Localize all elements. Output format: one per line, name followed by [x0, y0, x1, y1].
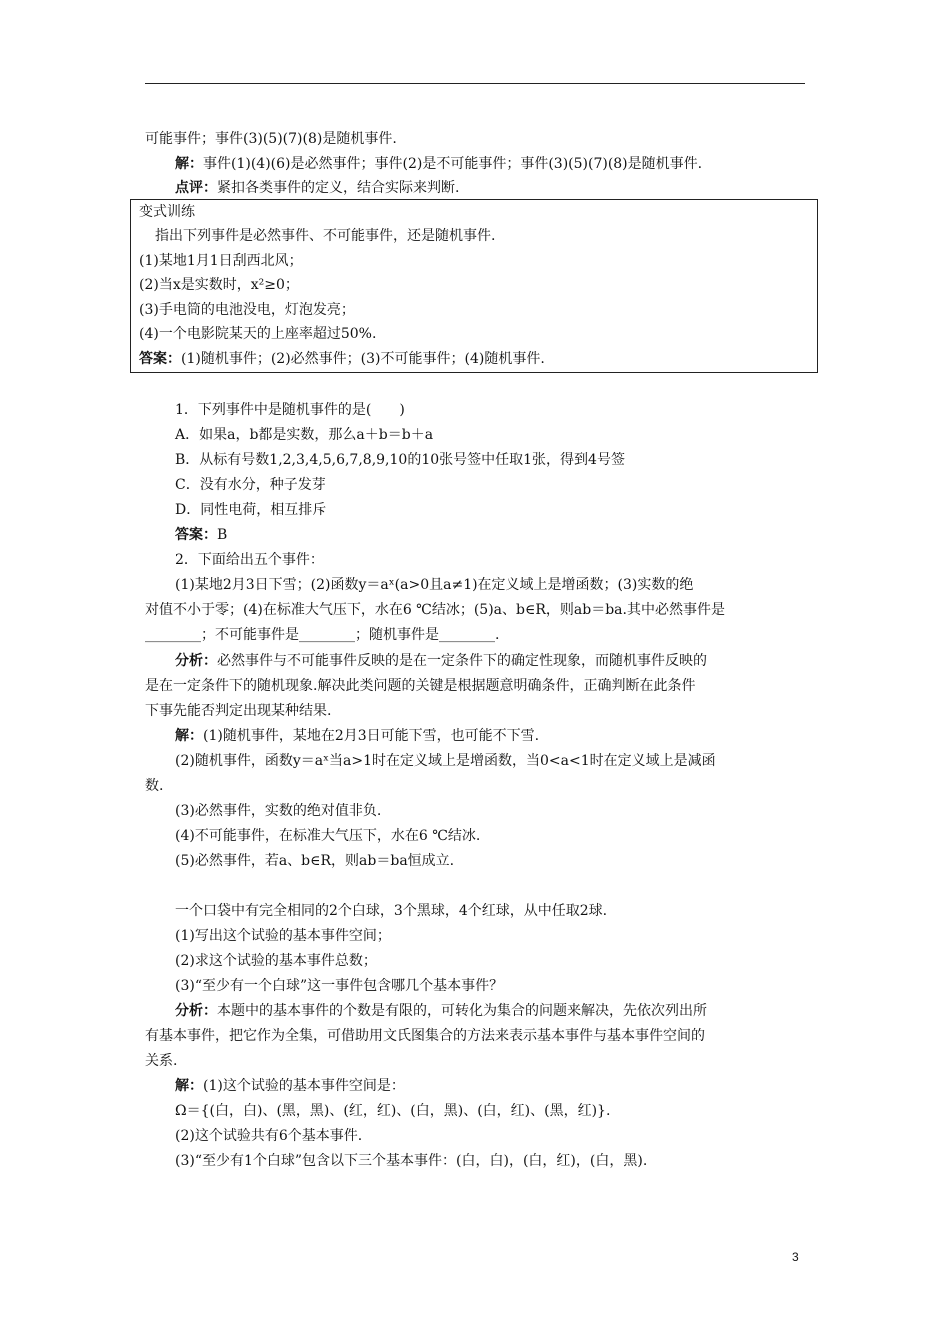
answer-label: 答案： — [175, 527, 217, 543]
q2-body-line: (1)某地2月3日下雪；(2)函数y＝aˣ(a>0且a≠1)在定义域上是增函数；(3)实数的绝 — [175, 577, 694, 593]
box-prompt: 指出下列事件是必然事件、不可能事件，还是随机事件. — [155, 228, 496, 244]
q1-option-a: A．如果a，b都是实数，那么a＋b＝b＋a — [175, 427, 434, 443]
header-rule — [145, 83, 805, 84]
q3-solution-line: (2)这个试验共有6个基本事件. — [175, 1128, 363, 1144]
q2-analysis — [175, 650, 707, 672]
q2-solution — [175, 725, 539, 747]
answer-label: 答案： — [139, 351, 181, 367]
q2-body-line: 对值不小于零；(4)在标准大气压下，水在6 ℃结冰；(5)a、b∈R，则ab＝ba.其中必然事件是 — [145, 602, 725, 618]
q2-stem: 2．下面给出五个事件： — [175, 552, 324, 568]
q3-analysis-line: 有基本事件，把它作为全集，可借助用文氏图集合的方法来表示基本事件与基本事件空间的 — [145, 1028, 705, 1044]
answer-text: (1)随机事件；(2)必然事件；(3)不可能事件；(4)随机事件. — [181, 351, 545, 367]
q3-analysis — [175, 1000, 707, 1022]
q2-body-line: ________；不可能事件是________；随机事件是________. — [145, 627, 500, 643]
comment-text: 紧扣各类事件的定义，结合实际来判断. — [217, 180, 460, 196]
analysis-text: 必然事件与不可能事件反映的是在一定条件下的确定性现象，而随机事件反映的 — [217, 653, 707, 669]
solution-label: 解： — [175, 1078, 203, 1094]
q2-solution-line: (2)随机事件，函数y＝aˣ当a>1时在定义域上是增函数，当0<a<1时在定义域上是减函 — [175, 753, 716, 769]
analysis-text: 本题中的基本事件的个数是有限的，可转化为集合的问题来解决，先依次列出所 — [217, 1003, 707, 1019]
box-item: (1)某地1月1日刮西北风； — [139, 253, 303, 269]
box-item: (2)当x是实数时，x²≥0； — [139, 277, 299, 293]
solution-label: 解： — [175, 156, 203, 172]
q2-solution-line: 数. — [145, 778, 164, 794]
box-answer — [139, 348, 545, 370]
box-title: 变式训练 — [139, 204, 195, 220]
q2-solution-line: (5)必然事件，若a、b∈R，则ab＝ba恒成立. — [175, 853, 455, 869]
q2-analysis-line: 下事先能否判定出现某种结果. — [145, 703, 332, 719]
solution-text: (1)随机事件，某地在2月3日可能下雪，也可能不下雪. — [203, 728, 540, 744]
q2-solution-line: (4)不可能事件，在标准大气压下，水在6 ℃结冰. — [175, 828, 481, 844]
page-number: 3 — [792, 1250, 799, 1264]
solution-text: (1)这个试验的基本事件空间是： — [203, 1078, 405, 1094]
q2-solution-line: (3)必然事件，实数的绝对值非负. — [175, 803, 382, 819]
box-item: (3)手电筒的电池没电，灯泡发亮； — [139, 302, 355, 318]
variant-training-box — [130, 199, 818, 373]
comment-label: 点评： — [175, 180, 217, 196]
q3-part: (1)写出这个试验的基本事件空间； — [175, 928, 391, 944]
answer-text: B — [217, 527, 228, 543]
solution-label: 解： — [175, 728, 203, 744]
q3-solution-line: Ω＝{(白，白)、(黑，黑)、(红，红)、(白，黑)、(白，红)、(黑，红)}. — [175, 1103, 611, 1119]
top-comment — [175, 177, 459, 199]
q1-stem: 1．下列事件中是随机事件的是( ) — [175, 402, 405, 418]
q1-option-c: C．没有水分，种子发芽 — [175, 477, 326, 493]
q3-part: (3)“至少有一个白球”这一事件包含哪几个基本事件？ — [175, 978, 504, 994]
q1-answer — [175, 524, 227, 546]
q3-solution — [175, 1075, 405, 1097]
top-line: 可能事件；事件(3)(5)(7)(8)是随机事件. — [145, 131, 397, 147]
analysis-label: 分析： — [175, 1003, 217, 1019]
q3-stem: 一个口袋中有完全相同的2个白球，3个黑球，4个红球，从中任取2球. — [175, 903, 608, 919]
q3-solution-line: (3)“至少有1个白球”包含以下三个基本事件：(白，白)，(白，红)，(白，黑). — [175, 1153, 648, 1169]
q1-option-b: B．从标有号数1,2,3,4,5,6,7,8,9,10的10张号签中任取1张，得到4号签 — [175, 452, 625, 468]
q3-analysis-line: 关系. — [145, 1053, 178, 1069]
top-solution — [175, 153, 702, 175]
analysis-label: 分析： — [175, 653, 217, 669]
q2-analysis-line: 是在一定条件下的随机现象.解决此类问题的关键是根据题意明确条件，正确判断在此条件 — [145, 678, 696, 694]
solution-text: 事件(1)(4)(6)是必然事件；事件(2)是不可能事件；事件(3)(5)(7)(8)是随机事件. — [203, 156, 703, 172]
q3-part: (2)求这个试验的基本事件总数； — [175, 953, 377, 969]
box-item: (4)一个电影院某天的上座率超过50%. — [139, 326, 377, 342]
q1-option-d: D．同性电荷，相互排斥 — [175, 502, 327, 518]
